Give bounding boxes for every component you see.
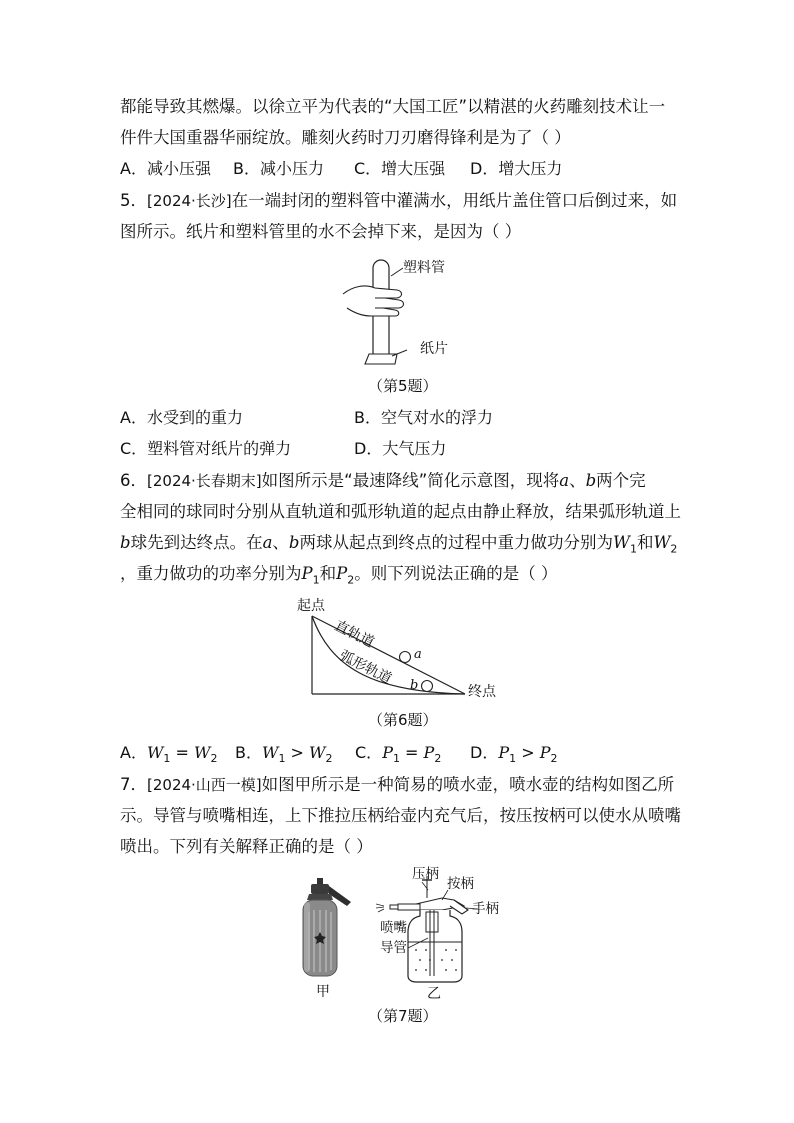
- q4-line-2: 件件大国重器华丽绽放。雕刻火药时刀刃磨得锋利是为了（ ）: [120, 128, 571, 147]
- q5-label-paper: 纸片: [420, 341, 448, 357]
- q5-option-a: A．水受到的重力: [120, 408, 243, 427]
- q5-option-b: B．空气对水的浮力: [354, 408, 493, 427]
- hand-icon: [343, 286, 404, 316]
- q4-option-c: C．增大压强: [354, 159, 446, 178]
- q4-option-d: D．增大压力: [470, 159, 563, 178]
- q6-label-curve: 弧形轨道: [336, 647, 394, 688]
- q6-label-a: a: [414, 647, 422, 662]
- q4-option-b: B．减小压力: [233, 159, 324, 178]
- q7-label-nozzle: 喷嘴: [380, 920, 407, 936]
- q6-option-c: C．$P_1 = P_2$: [355, 743, 442, 766]
- q7-line-3: 喷出。下列有关解释正确的是（ ）: [120, 837, 373, 856]
- q5-source: [2024·长沙]: [147, 192, 232, 210]
- q7-caption: （第7题）: [368, 1007, 438, 1025]
- q7-label-button: 按柄: [447, 876, 474, 892]
- q6-option-d: D．$P_1 > P_2$: [470, 743, 558, 766]
- q7-label-press: 压柄: [412, 866, 439, 882]
- q4-option-a: A．减小压强: [120, 159, 211, 178]
- q6-line-4: ，重力做功的功率分别为$P_1$和$P_2$。则下列说法正确的是（ ）: [120, 564, 558, 587]
- q6-label-b: b: [410, 678, 419, 693]
- q5-option-d: D．大气压力: [354, 439, 447, 458]
- q6-label-end: 终点: [468, 684, 496, 700]
- q6-label-straight: 直轨道: [331, 617, 377, 652]
- q7-photo-sprayer: [295, 876, 357, 980]
- q6-line-1: 6．[2024·长春期末]如图所示是“最速降线”简化示意图，现将a、b两个完: [120, 471, 646, 490]
- q5-label-tube: 塑料管: [403, 260, 445, 276]
- q6-line-3: b球先到达终点。在a、b两球从起点到终点的过程中重力做功分别为$W_1$和$W_2$: [120, 533, 678, 556]
- ball-b: [422, 681, 433, 692]
- q5-line-2: 图所示。纸片和塑料管里的水不会掉下来，是因为（ ）: [120, 222, 522, 241]
- q7-label-pipe: 导管: [380, 940, 407, 956]
- q4-line-1: 都能导致其燃爆。以徐立平为代表的“大国工匠”以精湛的火药雕刻技术让一: [120, 97, 666, 116]
- q7-number: 7．: [120, 775, 147, 794]
- q5-number: 5．: [120, 191, 147, 210]
- q5-line-1-text: 在一端封闭的塑料管中灌满水，用纸片盖住管口后倒过来，如: [231, 191, 678, 210]
- q6-caption: （第6题）: [368, 711, 438, 729]
- q5-option-c: C．塑料管对纸片的弹力: [120, 439, 292, 458]
- q6-line-2: 全相同的球同时分别从直轨道和弧形轨道的起点由静止释放，结果弧形轨道上: [120, 502, 681, 521]
- q5-line-1: [120, 190, 677, 212]
- ball-a: [400, 652, 411, 663]
- q6-option-a: A．$W_1 = W_2$: [120, 743, 218, 766]
- q7-source: [2024·山西一模]: [147, 776, 262, 794]
- q7-label-jia: 甲: [316, 984, 330, 1000]
- q6-number: 6．: [120, 471, 147, 490]
- q7-line-2: 示。导管与喷嘴相连，上下推拉压柄给壶内充气后，按压按柄可以使水从喷嘴: [120, 806, 681, 825]
- q5-caption: （第5题）: [368, 377, 438, 395]
- q6-source: [2024·长春期末]: [147, 472, 262, 490]
- q7-line-1: 7．[2024·山西一模]如图甲所示是一种简易的喷水壶，喷水壶的结构如图乙所: [120, 775, 675, 794]
- q6-option-b: B．$W_1 > W_2$: [235, 743, 333, 766]
- q6-label-start: 起点: [297, 598, 325, 614]
- q7-label-handle: 手柄: [472, 901, 499, 917]
- q7-label-yi: 乙: [427, 986, 441, 1002]
